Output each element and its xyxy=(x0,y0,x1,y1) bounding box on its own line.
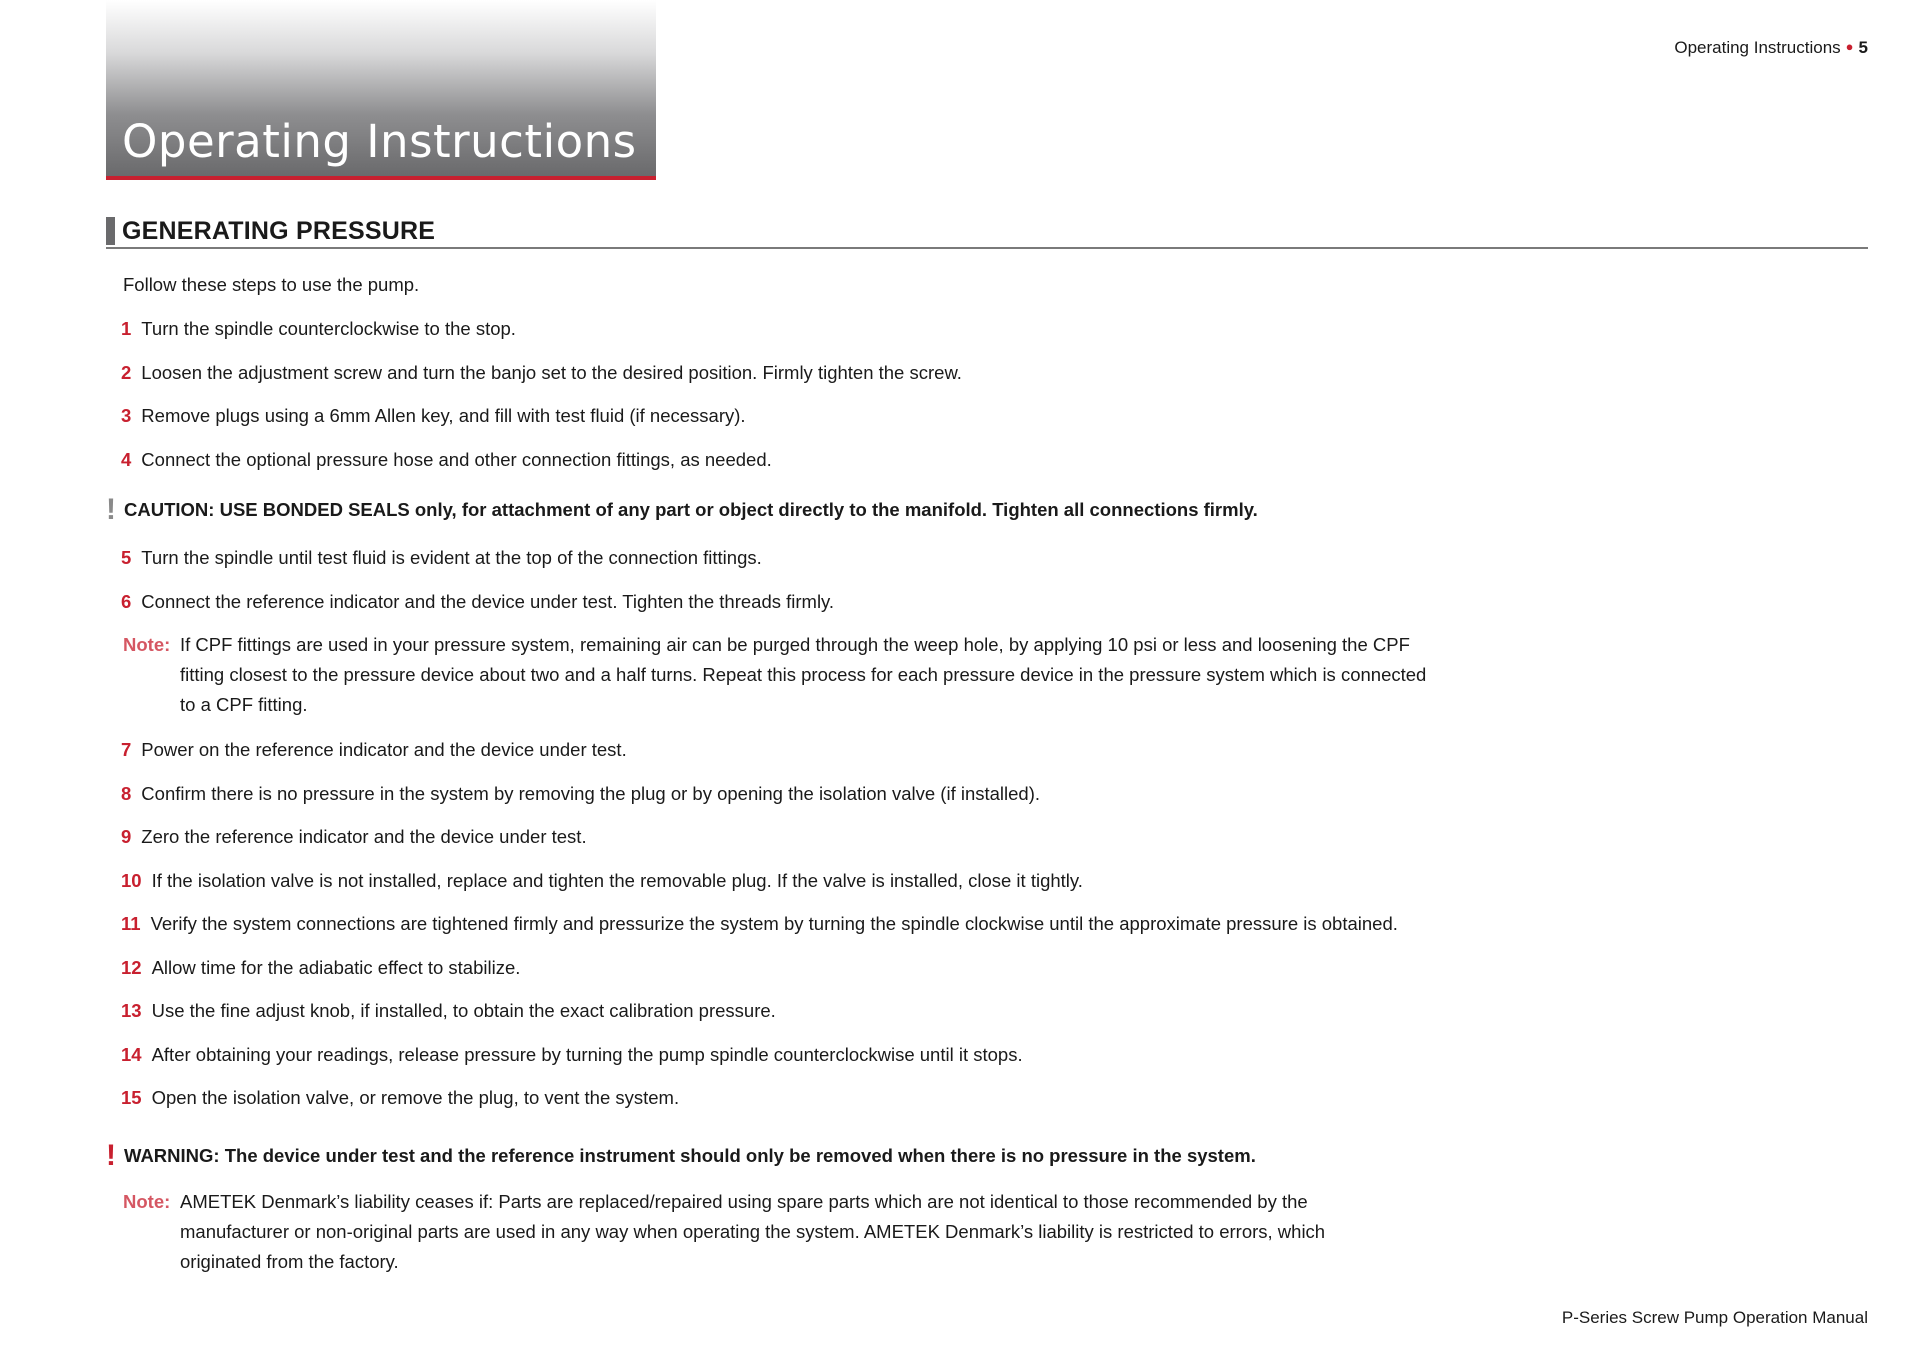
list-item xyxy=(121,953,520,983)
caution-text: USE BONDED SEALS only, for attachment of any part or object directly to the manifold. Tighten all connections firmly. xyxy=(219,499,1258,520)
note-line: to a CPF fitting. xyxy=(180,694,308,715)
note-block xyxy=(123,1187,1423,1277)
step-text: Remove plugs using a 6mm Allen key, and fill with test fluid (if necessary). xyxy=(141,405,746,426)
note-line: originated from the factory. xyxy=(180,1251,399,1272)
section-heading xyxy=(106,214,1868,249)
step-text: Allow time for the adiabatic effect to stabilize. xyxy=(151,957,521,978)
step-text: Turn the spindle until test fluid is evident at the top of the connection fittings. xyxy=(141,547,762,568)
step-text: Zero the reference indicator and the device under test. xyxy=(141,826,587,847)
step-number: 8 xyxy=(121,783,132,804)
step-text: If the isolation valve is not installed, replace and tighten the removable plug. If the valve is installed, close it tightly. xyxy=(151,870,1083,891)
caution-callout xyxy=(106,492,1258,525)
chapter-header-banner xyxy=(106,0,656,180)
step-number: 13 xyxy=(121,1000,142,1021)
step-text: Use the fine adjust knob, if installed, to obtain the exact calibration pressure. xyxy=(151,1000,776,1021)
list-item xyxy=(121,543,762,573)
warning-callout xyxy=(106,1138,1256,1171)
running-head xyxy=(1674,38,1868,58)
step-number: 9 xyxy=(121,826,132,847)
step-number: 10 xyxy=(121,870,142,891)
step-number: 7 xyxy=(121,739,132,760)
step-text: Loosen the adjustment screw and turn the banjo set to the desired position. Firmly tighten the screw. xyxy=(141,362,962,383)
step-number: 1 xyxy=(121,318,132,339)
list-item xyxy=(121,996,776,1026)
list-item xyxy=(121,445,772,475)
list-item xyxy=(121,587,834,617)
list-item xyxy=(121,822,587,852)
warning-text: The device under test and the reference instrument should only be removed when there is no pressure in the system. xyxy=(224,1145,1256,1166)
note-label: Note: xyxy=(123,634,171,655)
note-block xyxy=(123,630,1427,720)
list-item xyxy=(121,909,1398,939)
step-number: 14 xyxy=(121,1044,142,1065)
list-item xyxy=(121,358,962,388)
list-item xyxy=(121,401,746,431)
step-text: Confirm there is no pressure in the system by removing the plug or by opening the isolation valve (if installed). xyxy=(141,783,1041,804)
step-number: 4 xyxy=(121,449,132,470)
warning-label: WARNING: xyxy=(124,1145,220,1166)
step-number: 5 xyxy=(121,547,132,568)
caution-exclamation-icon: ! xyxy=(106,493,116,526)
list-item xyxy=(121,1083,679,1113)
step-text: After obtaining your readings, release pressure by turning the pump spindle counterclockwise until it stops. xyxy=(151,1044,1023,1065)
note-line: manufacturer or non-original parts are used in any way when operating the system. AMETEK Denmark’s liability is restricted to errors, which xyxy=(180,1221,1326,1242)
step-text: Verify the system connections are tightened firmly and pressurize the system by turning the spindle clockwise until the approximate pressure is obtained. xyxy=(150,913,1398,934)
step-number: 2 xyxy=(121,362,132,383)
page-number: 5 xyxy=(1858,38,1868,57)
note-line: fitting closest to the pressure device about two and a half turns. Repeat this process for each pressure device in the pressure system which is connected xyxy=(180,664,1427,685)
step-text: Connect the reference indicator and the device under test. Tighten the threads firmly. xyxy=(141,591,835,612)
page-footer: P-Series Screw Pump Operation Manual xyxy=(1561,1308,1868,1327)
bullet-dot-icon: ● xyxy=(1845,39,1854,54)
step-number: 12 xyxy=(121,957,142,978)
chapter-title: Operating Instructions xyxy=(122,115,637,168)
step-number: 11 xyxy=(121,913,141,934)
list-item xyxy=(121,866,1083,896)
section-bar-marker xyxy=(106,217,115,245)
caution-label: CAUTION: xyxy=(124,499,215,520)
note-line: If CPF fittings are used in your pressure system, remaining air can be purged through the weep hole, by applying 10 psi or less and loosening the CPF xyxy=(180,634,1410,655)
note-body xyxy=(180,630,1427,720)
list-item xyxy=(121,779,1040,809)
note-body xyxy=(180,1187,1423,1277)
list-item xyxy=(121,314,516,344)
step-number: 6 xyxy=(121,591,132,612)
step-number: 3 xyxy=(121,405,132,426)
step-text: Power on the reference indicator and the device under test. xyxy=(141,739,627,760)
running-head-label: Operating Instructions xyxy=(1674,38,1841,57)
step-text: Connect the optional pressure hose and other connection fittings, as needed. xyxy=(141,449,772,470)
step-text: Turn the spindle counterclockwise to the stop. xyxy=(141,318,516,339)
step-text: Open the isolation valve, or remove the plug, to vent the system. xyxy=(151,1087,680,1108)
list-item xyxy=(121,735,627,765)
warning-exclamation-icon: ! xyxy=(106,1139,116,1172)
step-number: 15 xyxy=(121,1087,142,1108)
note-label: Note: xyxy=(123,1191,171,1212)
list-item xyxy=(121,1040,1023,1070)
section-title: GENERATING PRESSURE xyxy=(122,217,436,245)
intro-text: Follow these steps to use the pump. xyxy=(123,274,420,295)
note-line: AMETEK Denmark’s liability ceases if: Parts are replaced/repaired using spare parts which are not identical to those recommended by the xyxy=(180,1191,1308,1212)
